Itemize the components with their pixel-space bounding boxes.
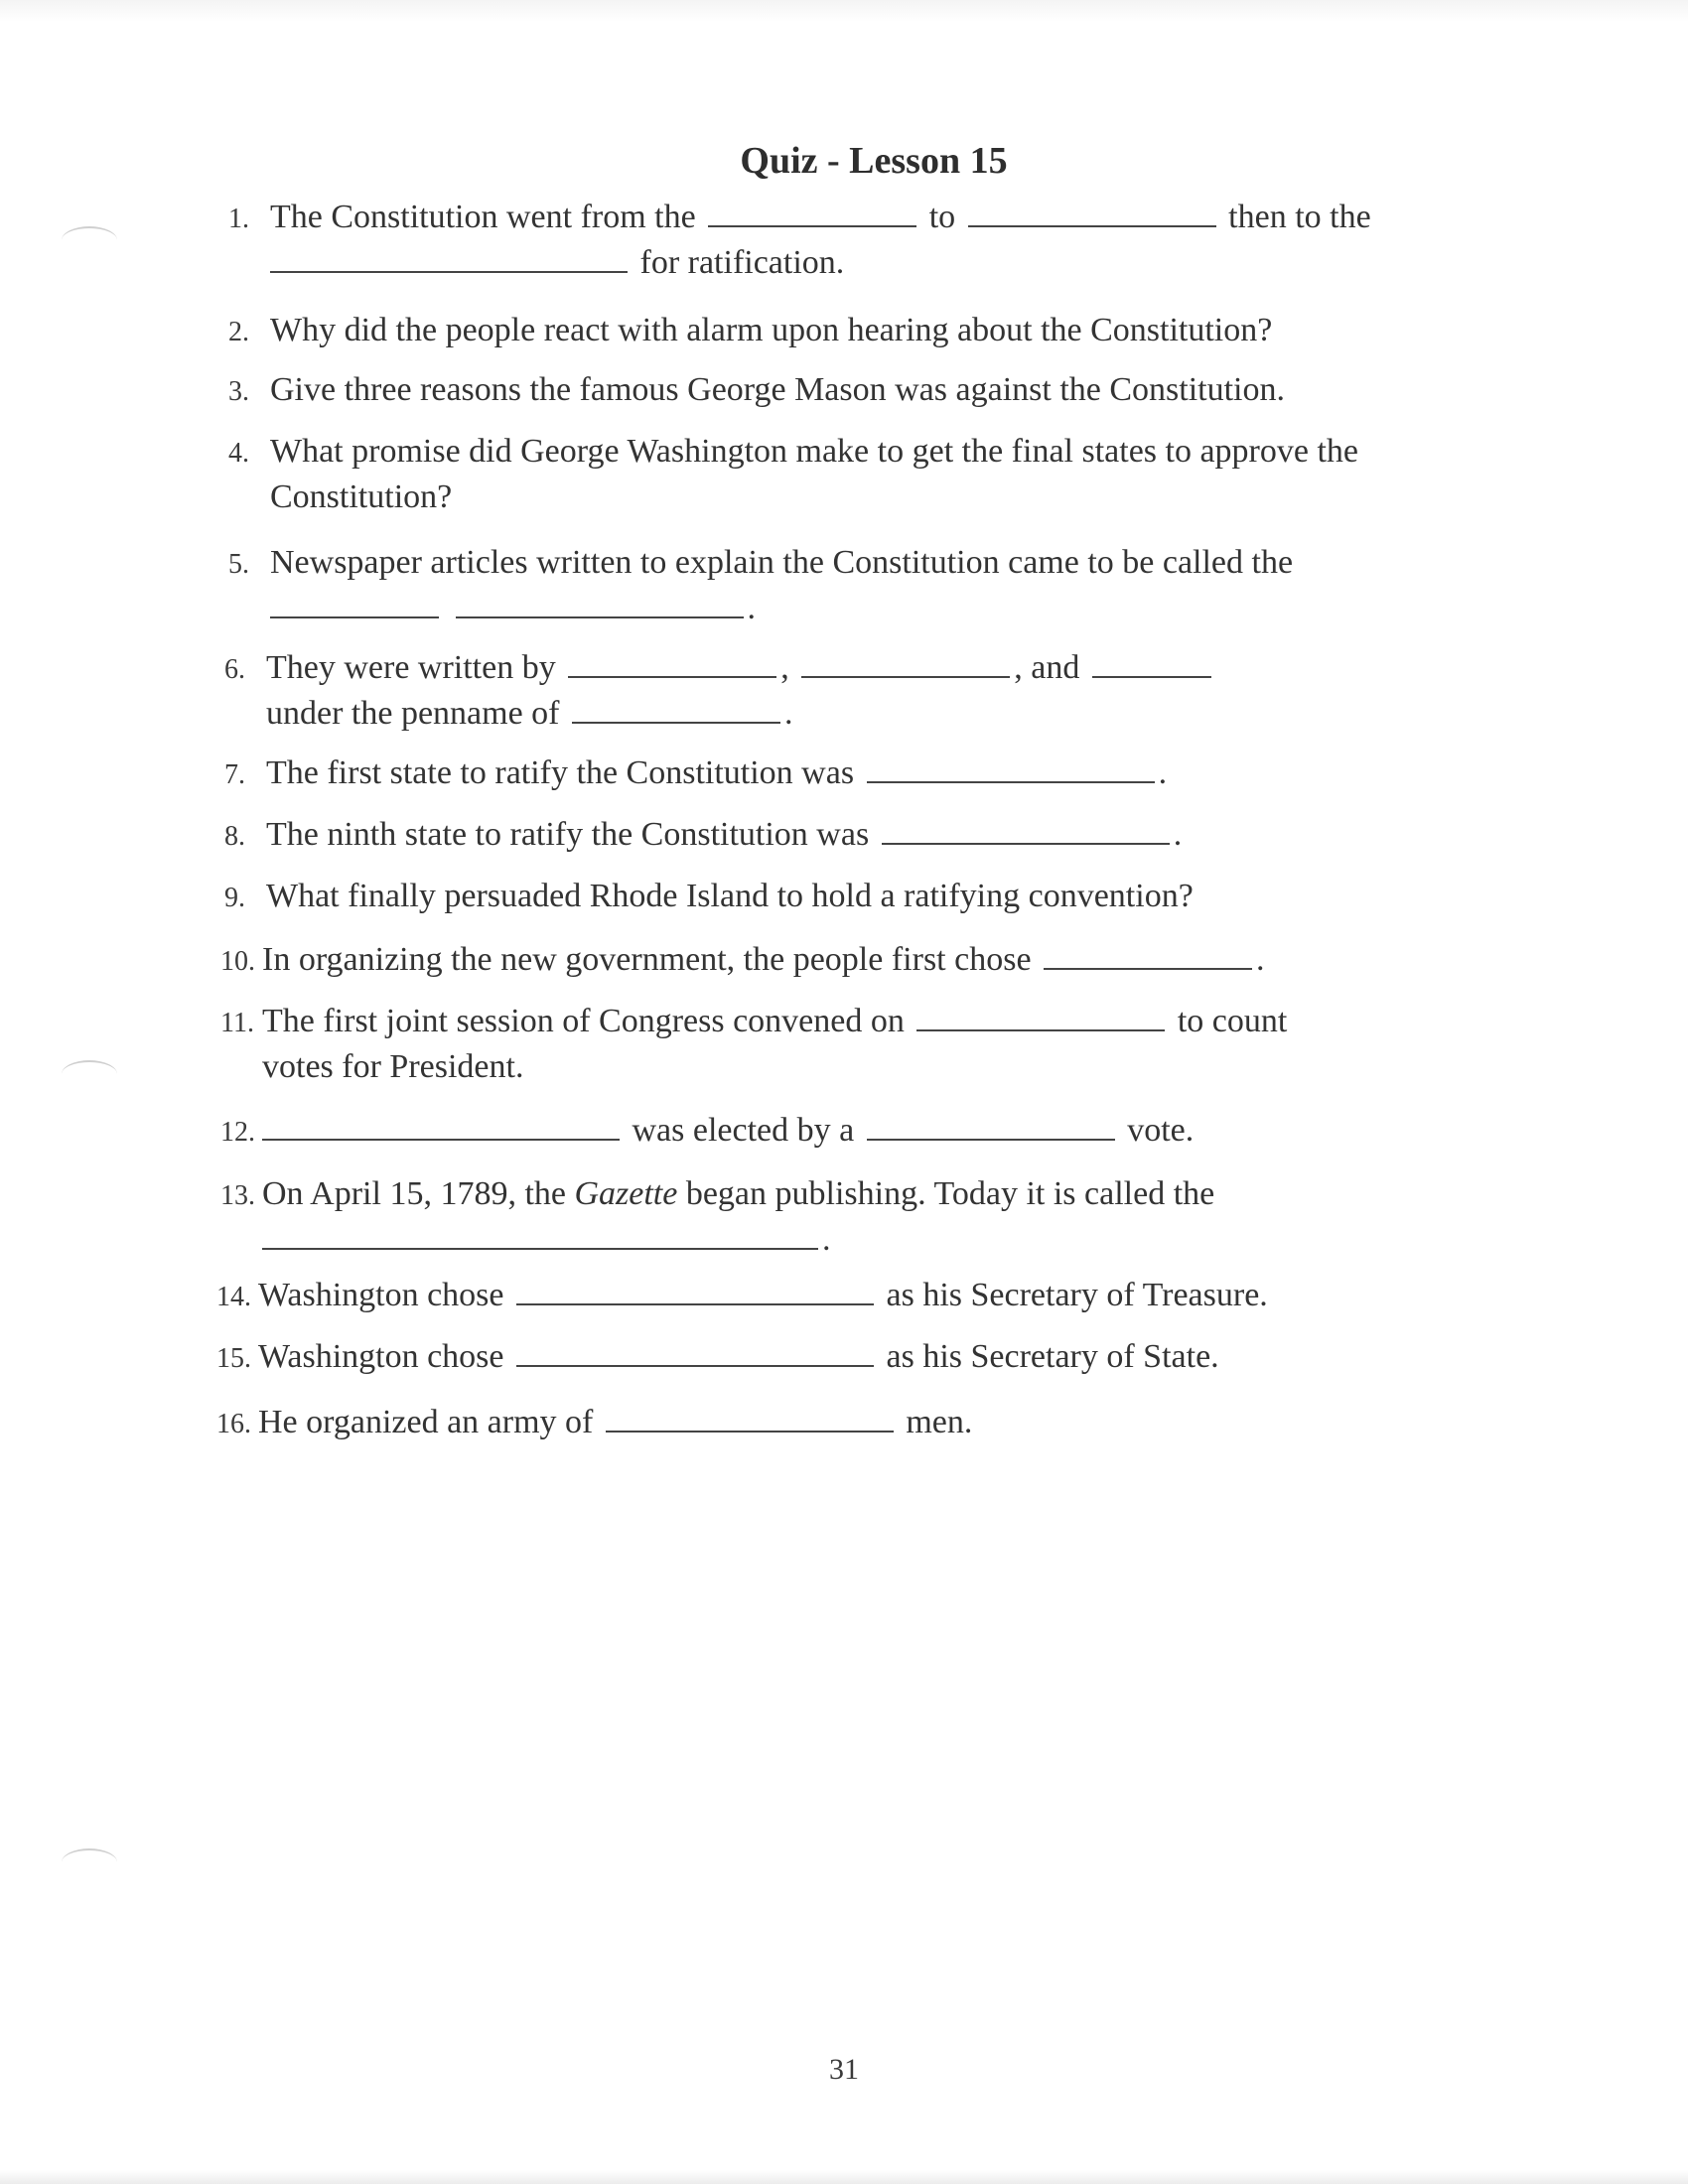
question-7-end: . xyxy=(1158,754,1168,791)
question-text: Why did the people react with alarm upon hearing about the Constitution? xyxy=(270,312,1273,348)
question-13-text-a: On April 15, 1789, the xyxy=(262,1175,566,1212)
question-number: 1. xyxy=(228,204,249,234)
question-13-line-2 xyxy=(262,1217,1553,1263)
question-12-text-a: was elected by a xyxy=(632,1112,855,1149)
question-number: 11. xyxy=(220,1008,254,1038)
question-13-text-b: began publishing. Today it is called the xyxy=(685,1175,1215,1212)
question-11-text-b: to count xyxy=(1177,1003,1288,1039)
question-10-end: . xyxy=(1256,941,1265,978)
question-8-text-a: The ninth state to ratify the Constitution was xyxy=(266,816,870,853)
quiz-title: Quiz - Lesson 15 xyxy=(740,140,1008,182)
question-number: 14. xyxy=(216,1282,251,1312)
question-text: Give three reasons the famous George Mason was against the Constitution. xyxy=(270,371,1285,408)
question-text xyxy=(262,1171,1553,1263)
question-16-text-b: men. xyxy=(906,1404,973,1440)
question-number: 15. xyxy=(216,1343,251,1374)
answer-blank[interactable] xyxy=(968,196,1216,227)
question-6-end: . xyxy=(784,695,793,732)
question-number: 12. xyxy=(220,1117,255,1148)
question-text xyxy=(266,812,1557,858)
answer-blank[interactable] xyxy=(456,587,744,618)
answer-blank[interactable] xyxy=(516,1274,874,1305)
question-13-end: . xyxy=(822,1221,831,1258)
question-10-text-a: In organizing the new government, the people first chose xyxy=(262,941,1032,978)
question-15-text-b: as his Secretary of State. xyxy=(886,1338,1219,1375)
question-11-text-c: votes for President. xyxy=(262,1048,524,1085)
answer-blank[interactable] xyxy=(1092,646,1211,678)
question-6-text-d: under the penname of xyxy=(266,695,560,732)
question-4-text-a: What promise did George Washington make to get the final states to approve the xyxy=(270,433,1359,470)
answer-blank[interactable] xyxy=(867,751,1155,783)
question-14-text-b: as his Secretary of Treasure. xyxy=(886,1277,1268,1313)
question-text xyxy=(262,937,1553,983)
answer-blank[interactable] xyxy=(568,646,776,678)
question-text xyxy=(266,751,1557,796)
answer-blank[interactable] xyxy=(801,646,1010,678)
question-8-end: . xyxy=(1173,816,1183,853)
question-14-text-a: Washington chose xyxy=(258,1277,504,1313)
question-number: 2. xyxy=(228,317,249,347)
question-number: 3. xyxy=(228,376,249,407)
answer-blank[interactable] xyxy=(270,241,628,273)
answer-blank[interactable] xyxy=(270,587,439,618)
answer-blank[interactable] xyxy=(572,692,780,724)
question-1-text-b: to xyxy=(928,199,956,235)
answer-blank[interactable] xyxy=(916,1000,1165,1031)
question-1-text-a: The Constitution went from the xyxy=(270,199,696,235)
question-1-text-d: for ratification. xyxy=(639,244,845,281)
question-12-text-b: vote. xyxy=(1127,1112,1195,1149)
answer-blank[interactable] xyxy=(262,1109,620,1141)
question-4-text-b: Constitution? xyxy=(270,478,453,515)
question-text xyxy=(258,1273,1549,1318)
question-6-text-a: They were written by xyxy=(266,649,556,686)
question-text xyxy=(258,1334,1549,1380)
answer-blank[interactable] xyxy=(516,1335,874,1367)
question-text: What finally persuaded Rhode Island to hold a ratifying convention? xyxy=(266,878,1194,914)
question-number: 13. xyxy=(220,1180,255,1211)
question-text xyxy=(258,1400,1549,1445)
question-6-text-b: , xyxy=(780,649,789,686)
question-6-line-2 xyxy=(266,691,1557,737)
question-15-text-a: Washington chose xyxy=(258,1338,504,1375)
question-number: 4. xyxy=(228,438,249,469)
answer-blank[interactable] xyxy=(882,813,1170,845)
question-5-line-2 xyxy=(270,586,1561,631)
answer-blank[interactable] xyxy=(1044,938,1252,970)
question-number: 10. xyxy=(220,946,255,977)
question-13-gazette: Gazette xyxy=(574,1175,678,1212)
answer-blank[interactable] xyxy=(606,1401,894,1433)
question-number: 16. xyxy=(216,1409,251,1439)
question-number: 6. xyxy=(224,654,245,685)
question-text xyxy=(262,1108,1553,1154)
answer-blank[interactable] xyxy=(262,1218,818,1250)
question-text xyxy=(262,999,1553,1090)
question-16-text-a: He organized an army of xyxy=(258,1404,594,1440)
page-number: 31 xyxy=(829,2053,859,2086)
question-1-text-c: then to the xyxy=(1228,199,1371,235)
question-number: 5. xyxy=(228,549,249,580)
question-1-line-2 xyxy=(270,240,1561,286)
question-text xyxy=(270,195,1561,286)
question-11-text-a: The first joint session of Congress convened on xyxy=(262,1003,905,1039)
question-5-end: . xyxy=(747,590,756,626)
answer-blank[interactable] xyxy=(708,196,916,227)
answer-blank[interactable] xyxy=(867,1109,1115,1141)
question-text xyxy=(266,645,1557,737)
question-number: 7. xyxy=(224,759,245,790)
question-5-text-a: Newspaper articles written to explain the Constitution came to be called the xyxy=(270,544,1294,581)
question-7-text-a: The first state to ratify the Constitution was xyxy=(266,754,855,791)
question-text xyxy=(270,540,1561,631)
scan-edge-bottom xyxy=(0,2170,1688,2184)
question-number: 8. xyxy=(224,821,245,852)
question-number: 9. xyxy=(224,883,245,913)
question-6-text-c: , and xyxy=(1014,649,1080,686)
question-text xyxy=(270,429,1561,520)
